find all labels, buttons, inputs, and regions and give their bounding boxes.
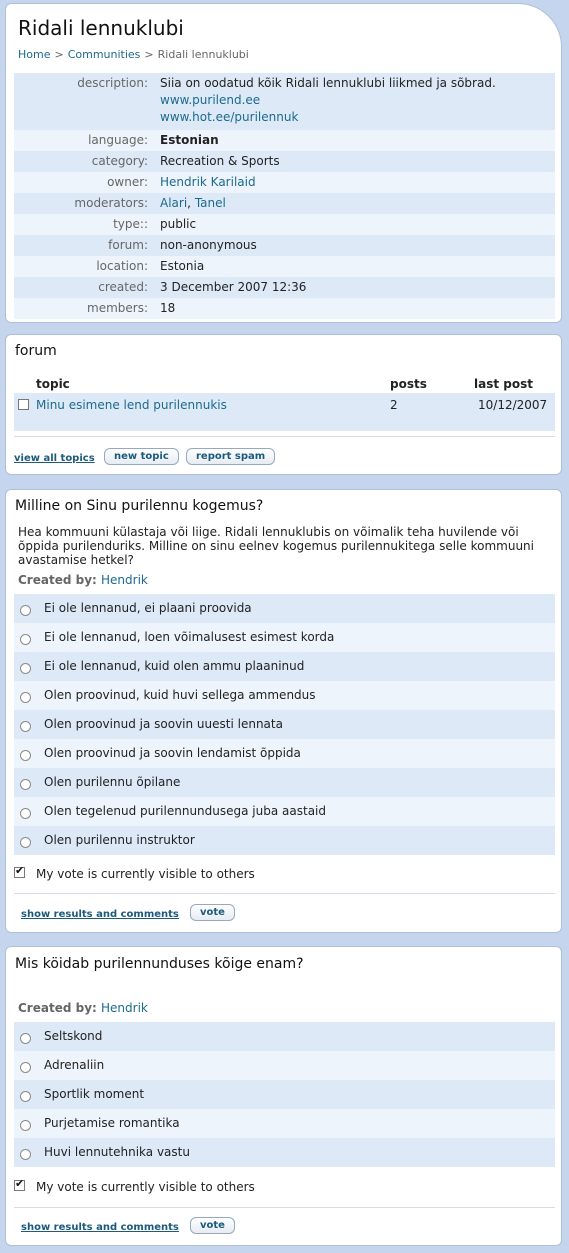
poll-option[interactable] <box>14 681 555 710</box>
location-label: location: <box>14 256 154 277</box>
category-value: Recreation & Sports <box>154 151 555 172</box>
poll-option-label: Seltskond <box>44 1029 103 1043</box>
topic-link[interactable]: Minu esimene lend purilennukis <box>36 398 227 412</box>
description-label: description: <box>14 73 154 130</box>
show-results-link[interactable]: show results and comments <box>21 909 179 920</box>
category-label: category: <box>14 151 154 172</box>
forum-table-header <box>14 375 555 393</box>
radio-button[interactable] <box>20 779 31 790</box>
poll-option[interactable] <box>14 1051 555 1080</box>
forum-panel <box>5 334 562 475</box>
language-label: language: <box>14 130 154 151</box>
topic-checkbox[interactable] <box>18 399 29 410</box>
owner-label: owner: <box>14 172 154 193</box>
divider <box>14 436 555 437</box>
poll-option-label: Olen purilennu instruktor <box>44 833 195 847</box>
poll-panel-attraction <box>5 946 562 1246</box>
breadcrumb-separator: > <box>54 48 64 61</box>
created-by-link[interactable]: Hendrik <box>101 1001 148 1015</box>
poll-created-by <box>18 573 148 587</box>
radio-button[interactable] <box>20 1149 31 1160</box>
poll-option[interactable] <box>14 826 555 855</box>
vote-button[interactable]: vote <box>190 1217 235 1234</box>
breadcrumb-home[interactable]: Home <box>18 48 51 61</box>
vote-visible-label: My vote is currently visible to others <box>36 1180 255 1194</box>
community-info-table <box>14 73 555 319</box>
poll-option-label: Ei ole lennanud, kuid olen ammu plaaninud <box>44 659 305 673</box>
created-by-label: Created by: <box>18 573 97 587</box>
poll-title: Mis köidab purilennunduses kõige enam? <box>15 956 304 972</box>
table-row <box>14 393 555 431</box>
radio-button[interactable] <box>20 663 31 674</box>
vote-visibility-row <box>14 866 555 884</box>
vote-visible-label: My vote is currently visible to others <box>36 867 255 881</box>
radio-button[interactable] <box>20 750 31 761</box>
forum-label: forum: <box>14 235 154 256</box>
poll-option-label: Sportlik moment <box>44 1087 145 1101</box>
description-text: Siia on oodatud kõik Ridali lennuklubi liikmed ja sõbrad. <box>160 76 496 90</box>
poll-option-label: Purjetamise romantika <box>44 1116 180 1130</box>
vote-visibility-row <box>14 1179 555 1197</box>
topic-last-post: 10/12/2007 <box>478 398 548 412</box>
radio-button[interactable] <box>20 1033 31 1044</box>
vote-visible-checkbox[interactable] <box>14 867 25 878</box>
column-topic: topic <box>36 377 70 391</box>
poll-option-label: Olen proovinud ja soovin uuesti lennata <box>44 717 283 731</box>
poll-option-label: Olen tegelenud purilennundusega juba aastaid <box>44 804 326 818</box>
poll-option[interactable] <box>14 1080 555 1109</box>
breadcrumb-separator: > <box>144 48 154 61</box>
column-last-post: last post <box>474 377 533 391</box>
moderators-label: moderators: <box>14 193 154 214</box>
radio-button[interactable] <box>20 605 31 616</box>
moderator-separator: , <box>187 196 191 210</box>
poll-option[interactable] <box>14 710 555 739</box>
poll-option[interactable] <box>14 623 555 652</box>
poll-description: Hea kommuuni külastaja või liige. Ridali lennuklubis on võimalik teha huvilende või õppida purilenduriks. Milline on sinu eelnev kogemus purilennukitega selle kommuuni avastamise hetkel? <box>18 525 534 567</box>
poll-option[interactable] <box>14 768 555 797</box>
view-all-topics-link[interactable]: view all topics <box>14 453 95 464</box>
topic-posts: 2 <box>390 398 398 412</box>
radio-button[interactable] <box>20 1091 31 1102</box>
created-value: 3 December 2007 12:36 <box>154 277 555 298</box>
community-info-panel <box>5 3 562 323</box>
breadcrumb-communities[interactable]: Communities <box>67 48 141 61</box>
vote-button[interactable]: vote <box>190 904 235 921</box>
poll-option-label: Olen proovinud ja soovin lendamist õppida <box>44 746 301 760</box>
location-value: Estonia <box>154 256 555 277</box>
poll-option[interactable] <box>14 797 555 826</box>
poll-option-label: Olen proovinud, kuid huvi sellega ammendus <box>44 688 316 702</box>
show-results-link[interactable]: show results and comments <box>21 1222 179 1233</box>
poll-option[interactable] <box>14 594 555 623</box>
poll-option-label: Adrenaliin <box>44 1058 105 1072</box>
poll-title: Milline on Sinu purilennu kogemus? <box>15 498 264 514</box>
description-link-hot[interactable]: www.hot.ee/purilennuk <box>160 110 299 124</box>
description-value <box>154 73 555 130</box>
divider <box>14 1207 555 1208</box>
language-value: Estonian <box>154 130 555 151</box>
radio-button[interactable] <box>20 634 31 645</box>
divider <box>14 893 555 894</box>
created-by-link[interactable]: Hendrik <box>101 573 148 587</box>
radio-button[interactable] <box>20 1062 31 1073</box>
forum-value: non-anonymous <box>154 235 555 256</box>
report-spam-button[interactable]: report spam <box>186 448 275 465</box>
radio-button[interactable] <box>20 837 31 848</box>
poll-option[interactable] <box>14 1138 555 1167</box>
page-title: Ridali lennuklubi <box>18 16 184 40</box>
poll-created-by <box>18 1001 148 1015</box>
members-value: 18 <box>154 298 555 319</box>
poll-option[interactable] <box>14 739 555 768</box>
type-value: public <box>154 214 555 235</box>
radio-button[interactable] <box>20 808 31 819</box>
members-label: members: <box>14 298 154 319</box>
column-posts: posts <box>390 377 427 391</box>
radio-button[interactable] <box>20 721 31 732</box>
created-label: created: <box>14 277 154 298</box>
radio-button[interactable] <box>20 692 31 703</box>
owner-link[interactable]: Hendrik Karilaid <box>160 175 256 189</box>
poll-option-label: Olen purilennu õpilane <box>44 775 181 789</box>
poll-option-label: Ei ole lennanud, ei plaani proovida <box>44 601 252 615</box>
moderator-link-tanel[interactable]: Tanel <box>194 196 226 210</box>
poll-option[interactable] <box>14 1109 555 1138</box>
description-link-purilend[interactable]: www.purilend.ee <box>160 93 261 107</box>
vote-visible-checkbox[interactable] <box>14 1180 25 1191</box>
breadcrumb-current: Ridali lennuklubi <box>157 48 249 61</box>
radio-button[interactable] <box>20 1120 31 1131</box>
created-by-label: Created by: <box>18 1001 97 1015</box>
poll-option[interactable] <box>14 652 555 681</box>
new-topic-button[interactable]: new topic <box>104 448 179 465</box>
poll-option[interactable] <box>14 1022 555 1051</box>
poll-option-label: Huvi lennutehnika vastu <box>44 1145 190 1159</box>
type-label: type:: <box>14 214 154 235</box>
poll-panel-experience <box>5 489 562 933</box>
poll-option-label: Ei ole lennanud, loen võimalusest esimest korda <box>44 630 335 644</box>
forum-title: forum <box>15 343 57 359</box>
moderator-link-alari[interactable]: Alari <box>160 196 188 210</box>
breadcrumb <box>18 48 249 61</box>
